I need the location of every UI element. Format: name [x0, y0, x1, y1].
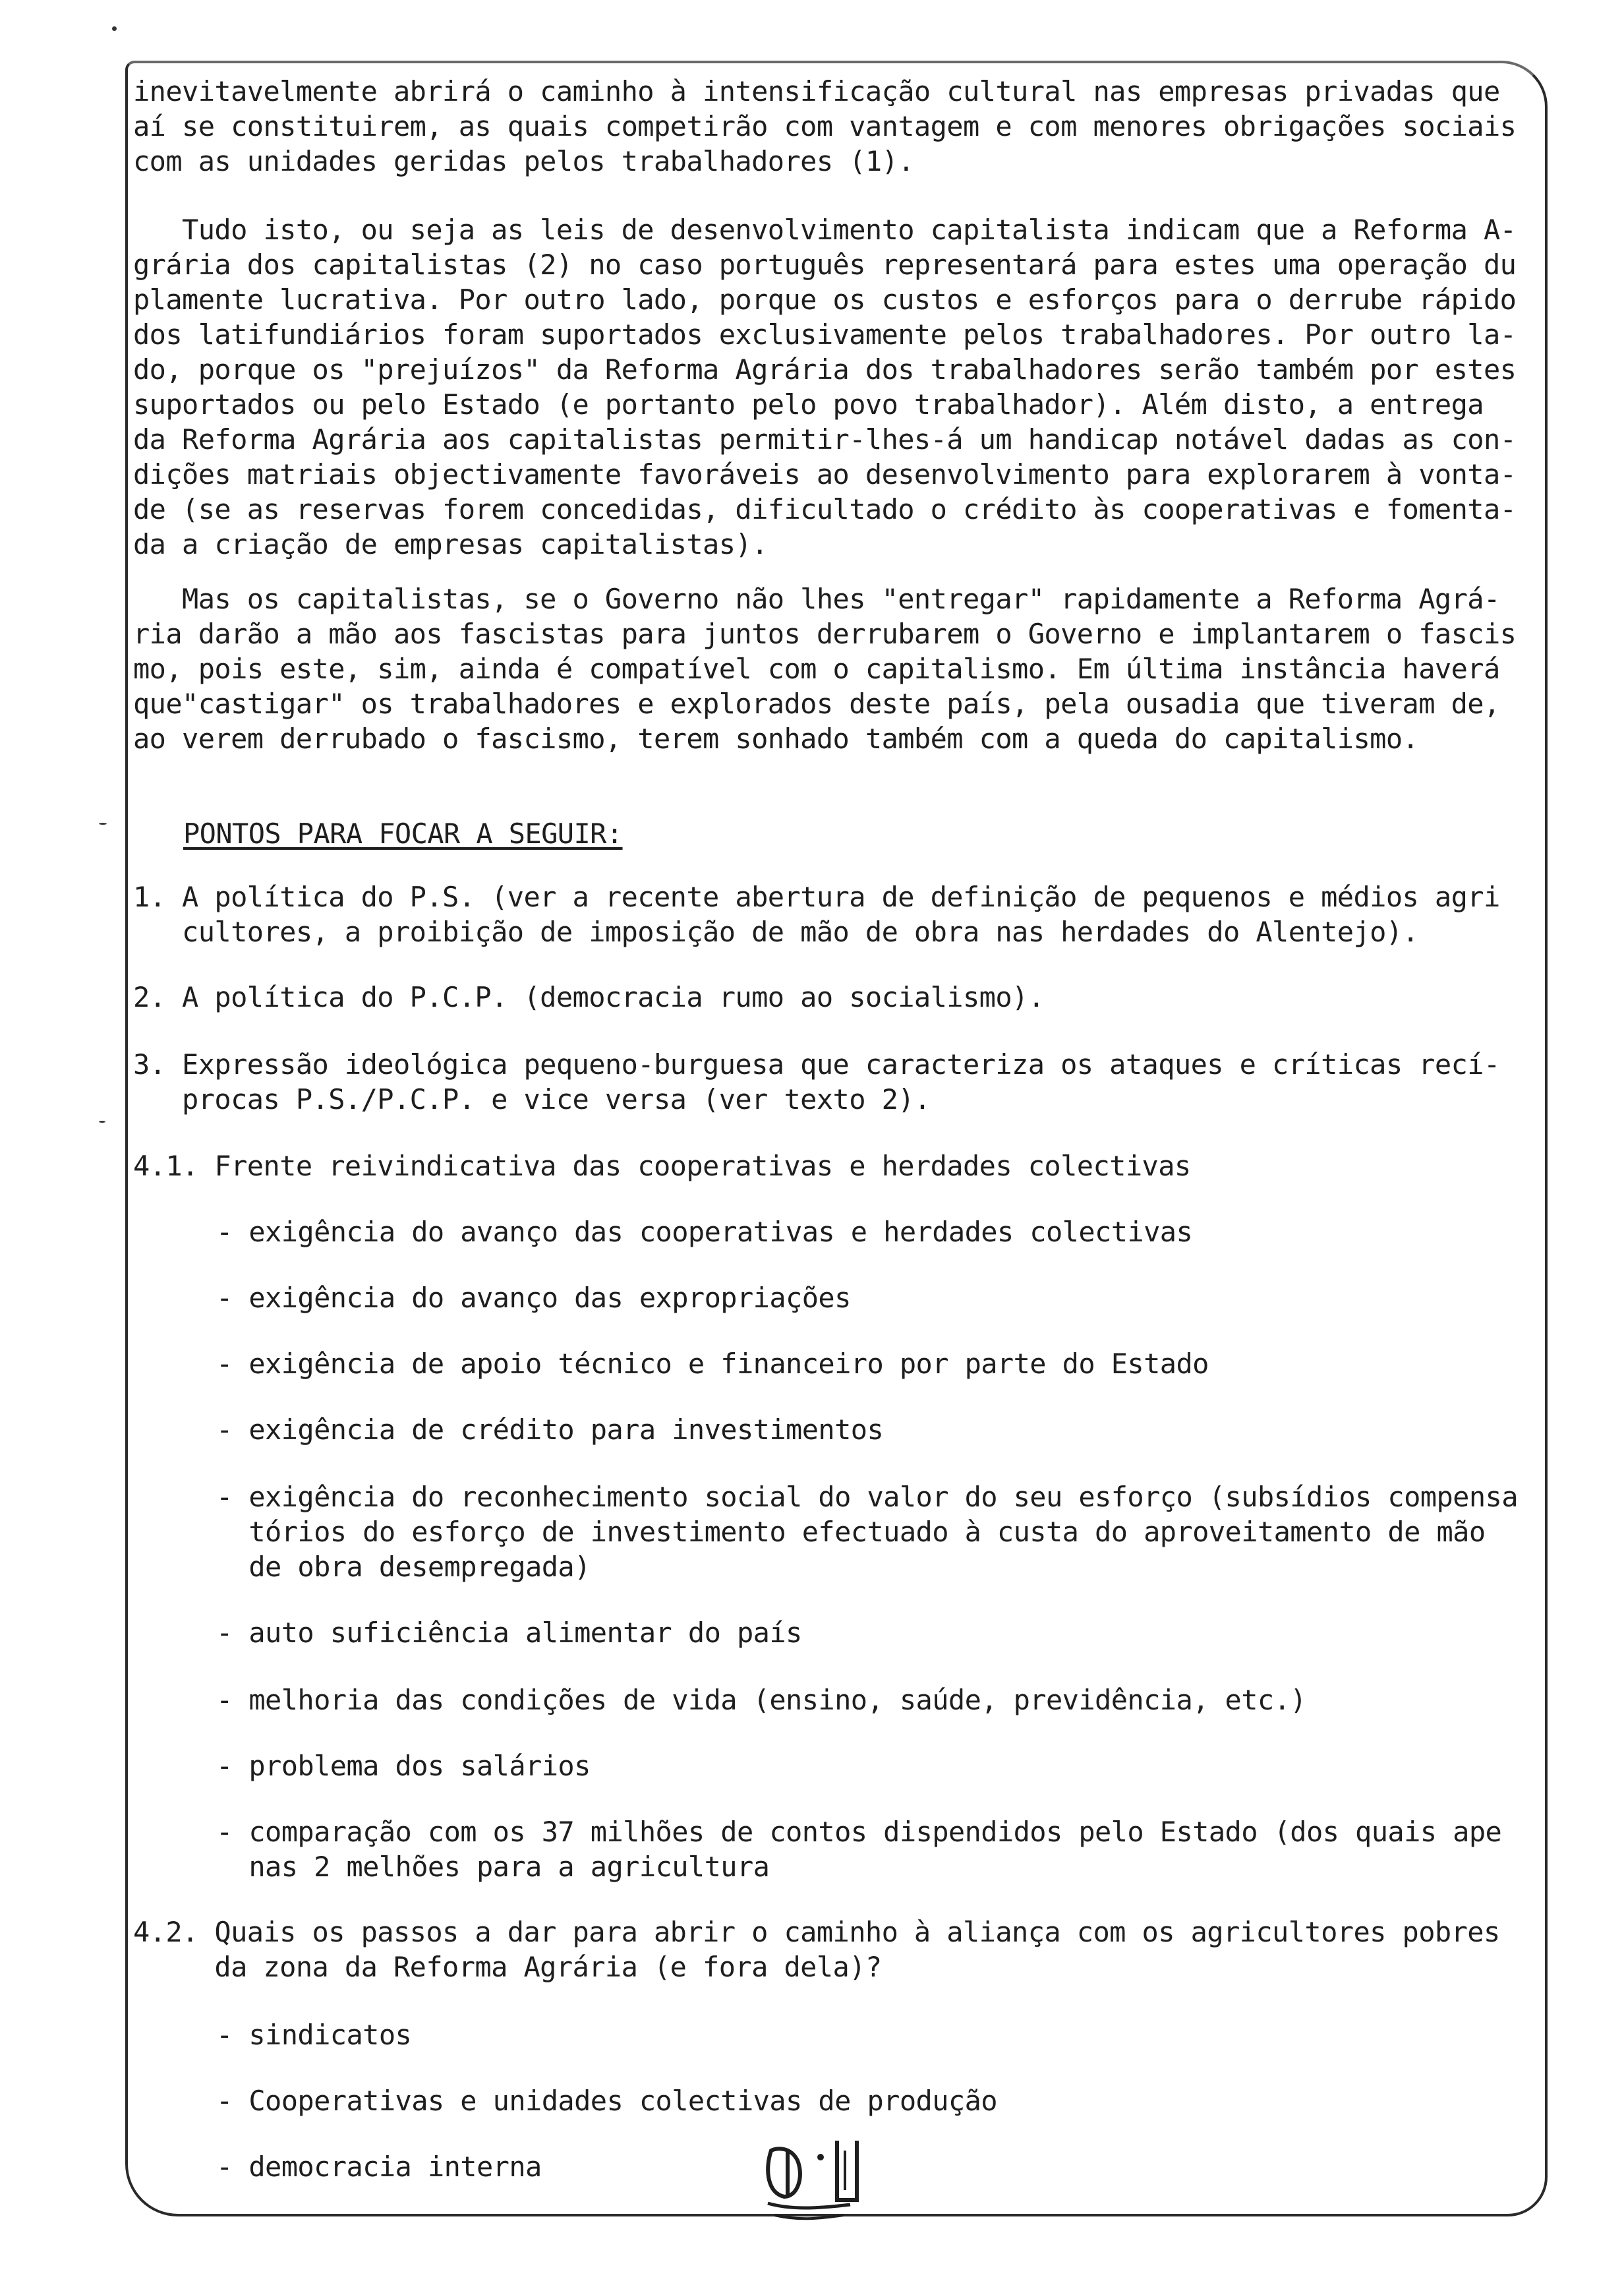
- subitem: - comparação com os 37 milhões de contos dispendidos pelo Estado (dos quais ape nas 2 melhões para a agricultura: [216, 1816, 1502, 1883]
- handwritten-mark: [758, 2131, 877, 2236]
- list-item-2: 2. A política do P.C.P. (democracia rumo ao socialismo).: [133, 981, 1045, 1013]
- subitem: - exigência do avanço das cooperativas e herdades colectivas: [216, 1216, 1193, 1248]
- subitem: - exigência de crédito para investimentos: [216, 1413, 884, 1446]
- scan-speck: [112, 26, 117, 31]
- subitem: - democracia interna: [216, 2151, 542, 2183]
- subitem: - exigência de apoio técnico e financeiro por parte do Estado: [216, 1348, 1209, 1380]
- subitem: - exigência do reconhecimento social do valor do seu esforço (subsídios compensa tórios do esforço de investimento efectuado à custa do aproveitamento de mão de obra desempregada): [216, 1481, 1518, 1583]
- subitem: - exigência do avanço das expropriações: [216, 1282, 851, 1314]
- subitem: - Cooperativas e unidades colectivas de produção: [216, 2085, 997, 2117]
- scan-speck: [99, 1121, 105, 1123]
- subitem: - melhoria das condições de vida (ensino, saúde, previdência, etc.): [216, 1684, 1306, 1716]
- list-item-4-2: 4.2. Quais os passos a dar para abrir o caminho à aliança com os agricultores pobres da zona da Reforma Agrária (e fora dela)?: [133, 1916, 1500, 1983]
- list-item-4-1: 4.1. Frente reivindicativa das cooperativas e herdades colectivas: [133, 1150, 1191, 1182]
- paragraph-1: inevitavelmente abrirá o caminho à intensificação cultural nas empresas privadas que aí se constituirem, as quais competirão com vantagem e com menores obrigações sociais com as unidades geridas pelos trabalhadores (1).: [133, 75, 1517, 177]
- list-item-3: 3. Expressão ideológica pequeno-burguesa que caracteriza os ataques e críticas recí- procas P.S./P.C.P. e vice versa (ver texto 2).: [133, 1048, 1500, 1115]
- scan-speck: [99, 823, 107, 825]
- section-heading: PONTOS PARA FOCAR A SEGUIR:: [183, 818, 623, 850]
- list-item-1: 1. A política do P.S. (ver a recente abertura de definição de pequenos e médios agri cultores, a proibição de imposição de mão de obra nas herdades do Alentejo).: [133, 881, 1500, 948]
- subitem: - sindicatos: [216, 2019, 412, 2051]
- subitem: - auto suficiência alimentar do país: [216, 1617, 802, 1649]
- subitem: - problema dos salários: [216, 1750, 591, 1782]
- paragraph-3: Mas os capitalistas, se o Governo não lhes "entregar" rapidamente a Reforma Agrá- ria darão a mão aos fascistas para juntos derrubarem o Governo e implantarem o fascis mo, pois este, sim, ainda é compatível com o capitalismo. Em última instância haverá que"castigar" os trabalhadores e explorados deste país, pela ousadia que tiveram de, ao verem derrubado o fascismo, terem sonhado também com a queda do capitalismo.: [133, 583, 1517, 755]
- paragraph-2: Tudo isto, ou seja as leis de desenvolvimento capitalista indicam que a Reforma A- grária dos capitalistas (2) no caso português representará para estes uma operação du plamente lucrativa. Por outro lado, porque os custos e esforços para o derrube rápido dos latifundiários foram suportados exclusivamente pelos trabalhadores. Por outro la- do, porque os "prejuízos" da Reforma Agrária dos trabalhadores serão também por estes suportados ou pelo Estado (e portanto pelo povo trabalhador). Além disto, a entrega da Reforma Agrária aos capitalistas permitir-lhes-á um handicap notável dadas as con- dições matriais objectivamente favoráveis ao desenvolvimento para explorarem à vonta- de (se as reservas forem concedidas, dificultado o crédito às cooperativas e fomenta- da a criação de empresas capitalistas).: [133, 214, 1517, 560]
